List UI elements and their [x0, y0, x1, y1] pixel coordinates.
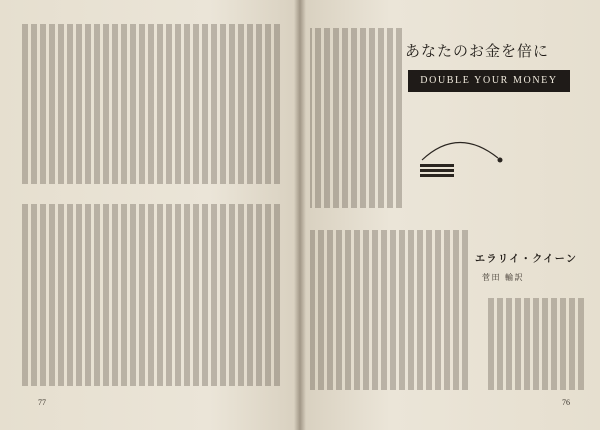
left-text-column-upper [22, 24, 280, 184]
translator-credit: 菅田 輸訳 [482, 273, 525, 282]
left-page-number: 77 [38, 398, 46, 407]
right-text-column-upper [310, 28, 402, 208]
right-page [300, 0, 600, 430]
right-page-number: 76 [562, 398, 570, 407]
coin-arc-illustration [410, 130, 520, 190]
author-name: エラリイ・クイーン [475, 254, 578, 265]
right-text-column-lower [310, 230, 468, 390]
left-text-column-lower [22, 204, 280, 386]
story-banner: DOUBLE YOUR MONEY [408, 70, 570, 92]
right-text-column-bottom [488, 298, 584, 390]
book-gutter [294, 0, 306, 430]
story-title: あなたのお金を倍に [405, 42, 550, 60]
